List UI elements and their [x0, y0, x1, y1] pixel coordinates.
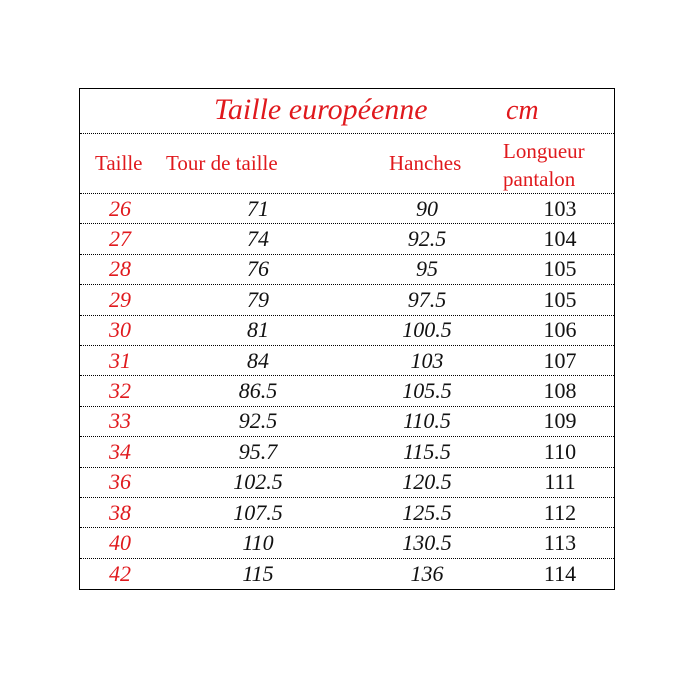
waist-cell: 110 [242, 529, 274, 555]
hips-cell: 136 [410, 560, 444, 586]
table-row [80, 285, 614, 315]
hips-cell: 120.5 [402, 469, 452, 495]
chart-title: Taille européenne [214, 93, 428, 126]
length-cell: 103 [543, 195, 577, 221]
hips-cell: 115.5 [403, 438, 451, 464]
size-cell: 36 [109, 469, 131, 495]
title-row [80, 89, 614, 134]
size-cell: 27 [109, 226, 131, 252]
unit-label: cm [506, 95, 539, 126]
waist-cell: 79 [247, 286, 269, 312]
size-cell: 28 [109, 256, 131, 282]
length-cell: 108 [543, 378, 577, 404]
waist-cell: 74 [247, 226, 269, 252]
size-cell: 33 [109, 408, 131, 434]
hips-cell: 97.5 [407, 286, 447, 312]
table-row [80, 437, 614, 467]
table-row [80, 346, 614, 376]
size-cell: 40 [109, 529, 131, 555]
size-cell: 30 [109, 317, 131, 343]
size-cell: 42 [109, 560, 131, 586]
waist-cell: 115 [242, 560, 274, 586]
header-waist: Tour de taille [166, 151, 278, 175]
length-cell: 105 [543, 256, 577, 282]
table-row [80, 255, 614, 285]
size-cell: 34 [109, 438, 131, 464]
length-cell: 105 [543, 286, 577, 312]
header-hips: Hanches [389, 151, 462, 175]
hips-cell: 90 [416, 195, 438, 221]
hips-cell: 110.5 [403, 408, 451, 434]
hips-cell: 130.5 [402, 529, 452, 555]
length-cell: 113 [543, 529, 577, 555]
size-cell: 26 [109, 195, 131, 221]
length-cell: 112 [543, 499, 577, 525]
table-row [80, 468, 614, 498]
size-cell: 29 [109, 286, 131, 312]
waist-cell: 76 [247, 256, 269, 282]
waist-cell: 84 [247, 347, 269, 373]
hips-cell: 103 [410, 347, 444, 373]
table-row [80, 194, 614, 224]
table-row [80, 498, 614, 528]
size-cell: 31 [109, 347, 131, 373]
waist-cell: 95.7 [238, 438, 278, 464]
table-row [80, 528, 614, 558]
length-cell: 109 [543, 408, 577, 434]
waist-cell: 81 [247, 317, 269, 343]
waist-cell: 107.5 [233, 499, 283, 525]
length-cell: 104 [543, 226, 577, 252]
size-cell: 38 [109, 499, 131, 525]
length-cell: 114 [543, 560, 577, 586]
table-row [80, 376, 614, 406]
size-cell: 32 [109, 378, 131, 404]
length-cell: 107 [543, 347, 577, 373]
table-row [80, 407, 614, 437]
hips-cell: 100.5 [402, 317, 452, 343]
table-body [80, 194, 614, 589]
header-size: Taille [95, 151, 143, 175]
hips-cell: 92.5 [407, 226, 447, 252]
table-row [80, 316, 614, 346]
waist-cell: 92.5 [238, 408, 278, 434]
table-row [80, 559, 614, 589]
waist-cell: 86.5 [238, 378, 278, 404]
length-cell: 106 [543, 317, 577, 343]
header-length: Longueur pantalon [503, 139, 585, 191]
table-row [80, 224, 614, 254]
hips-cell: 95 [416, 256, 438, 282]
hips-cell: 105.5 [402, 378, 452, 404]
waist-cell: 102.5 [233, 469, 283, 495]
header-row [80, 133, 614, 194]
length-cell: 110 [543, 438, 577, 464]
waist-cell: 71 [247, 195, 269, 221]
length-cell: 111 [544, 469, 576, 495]
hips-cell: 125.5 [402, 499, 452, 525]
size-chart-table [79, 88, 615, 590]
